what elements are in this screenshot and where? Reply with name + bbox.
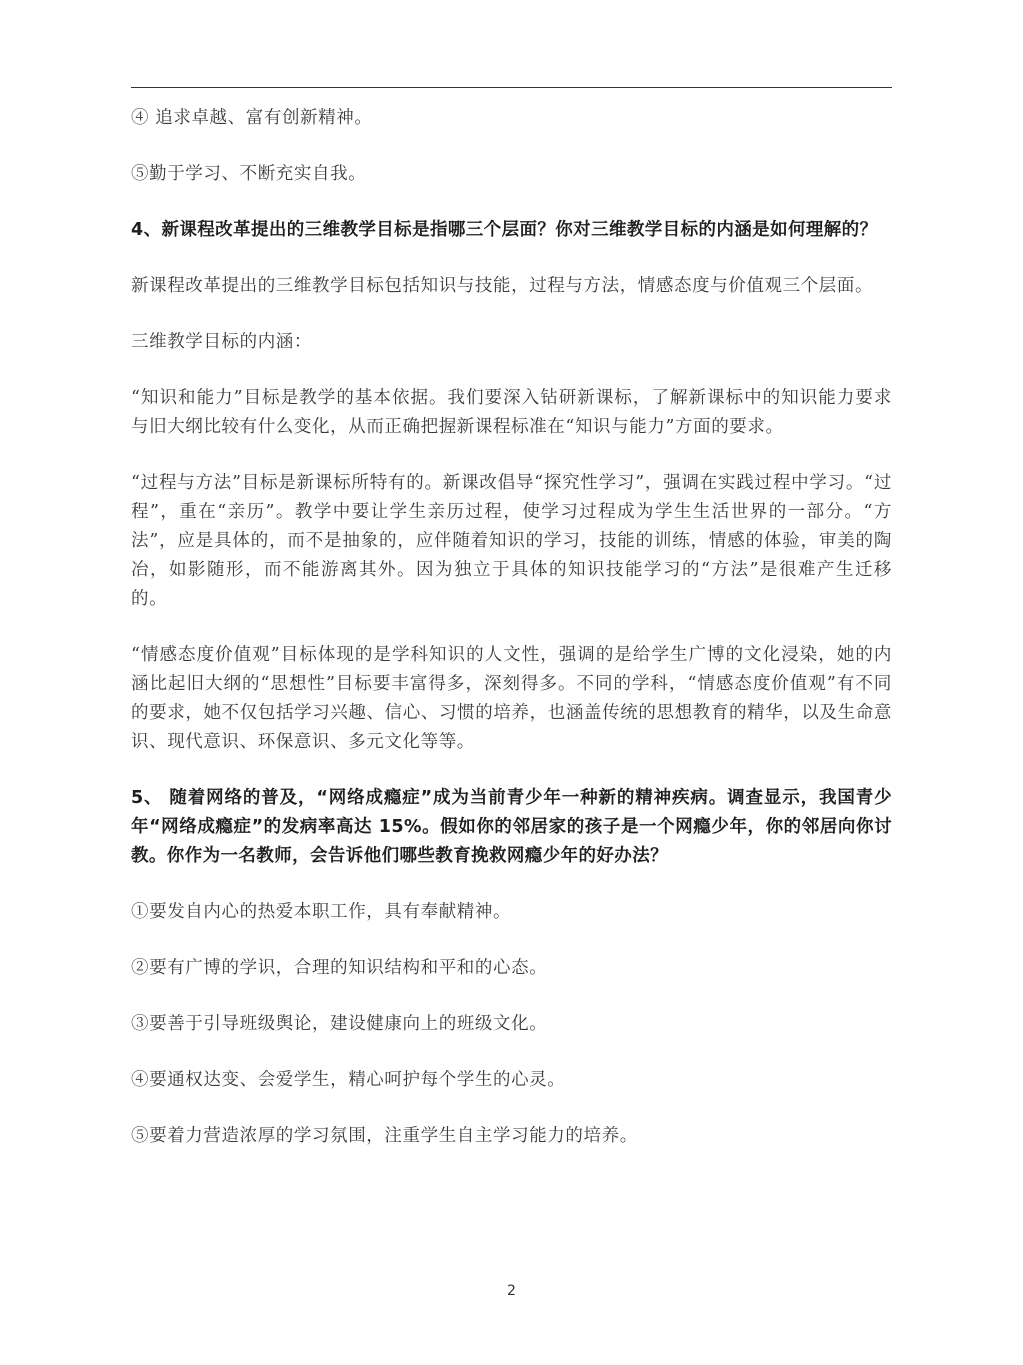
emotion-values-paragraph: “情感态度价值观”目标体现的是学科知识的人文性，强调的是给学生广博的文化浸染，她的内涵比起旧大纲的“思想性”目标要丰富得多，深刻得多。不同的学科，“情感态度价值观”有不同的要求，她不仅包括学习兴趣、信心、习惯的培养，也涵盖传统的思想教育的精华，以及生命意识、现代意识、环保意识、多元文化等等。 xyxy=(131,645,892,752)
process-method-paragraph: “过程与方法”目标是新课标所特有的。新课改倡导“探究性学习”，强调在实践过程中学习。“过程”，重在“亲历”。教学中要让学生亲历过程，使学习过程成为学生生活世界的一部分。“方法”，应是具体的，而不是抽象的，应伴随着知识的学习，技能的训练，情感的体验，审美的陶冶，如影随形，而不能游离其外。因为独立于具体的知识技能学习的“方法”是很难产生迁移的。 xyxy=(131,473,892,609)
list-item-care-students: ④要通权达变、会爱学生，精心呵护每个学生的心灵。 xyxy=(131,1070,566,1090)
list-item-dedication: ①要发自内心的热爱本职工作，具有奉献精神。 xyxy=(131,902,512,922)
page-content xyxy=(131,104,892,1178)
list-item-knowledge: ②要有广博的学识，合理的知识结构和平和的心态。 xyxy=(131,958,548,978)
three-dimension-intro: 三维教学目标的内涵： xyxy=(131,332,312,352)
header-rule xyxy=(131,87,892,88)
list-item-class-culture: ③要善于引导班级舆论，建设健康向上的班级文化。 xyxy=(131,1014,548,1034)
list-item-learning-atmosphere: ⑤要着力营造浓厚的学习氛围，注重学生自主学习能力的培养。 xyxy=(131,1126,638,1146)
page-number: 2 xyxy=(507,1283,516,1299)
question-4-heading: 4、新课程改革提出的三维教学目标是指哪三个层面？你对三维教学目标的内涵是如何理解的？ xyxy=(131,220,878,240)
list-item-diligent-learning: ⑤勤于学习、不断充实自我。 xyxy=(131,164,367,184)
answer-4-paragraph: 新课程改革提出的三维教学目标包括知识与技能，过程与方法，情感态度与价值观三个层面。 xyxy=(131,276,874,296)
list-item-pursue-excellence: ④ 追求卓越、富有创新精神。 xyxy=(131,108,373,128)
question-5-heading: 5、 随着网络的普及，“网络成瘾症”成为当前青少年一种新的精神疾病。调查显示，我国青少年“网络成瘾症”的发病率高达 15%。假如你的邻居家的孩子是一个网瘾少年，你的邻居向你讨教。你作为一名教师，会告诉他们哪些教育挽救网瘾少年的好办法？ xyxy=(131,788,892,866)
knowledge-ability-paragraph: “知识和能力”目标是教学的基本依据。我们要深入钻研新课标，了解新课标中的知识能力要求与旧大纲比较有什么变化，从而正确把握新课程标准在“知识与能力”方面的要求。 xyxy=(131,388,892,437)
